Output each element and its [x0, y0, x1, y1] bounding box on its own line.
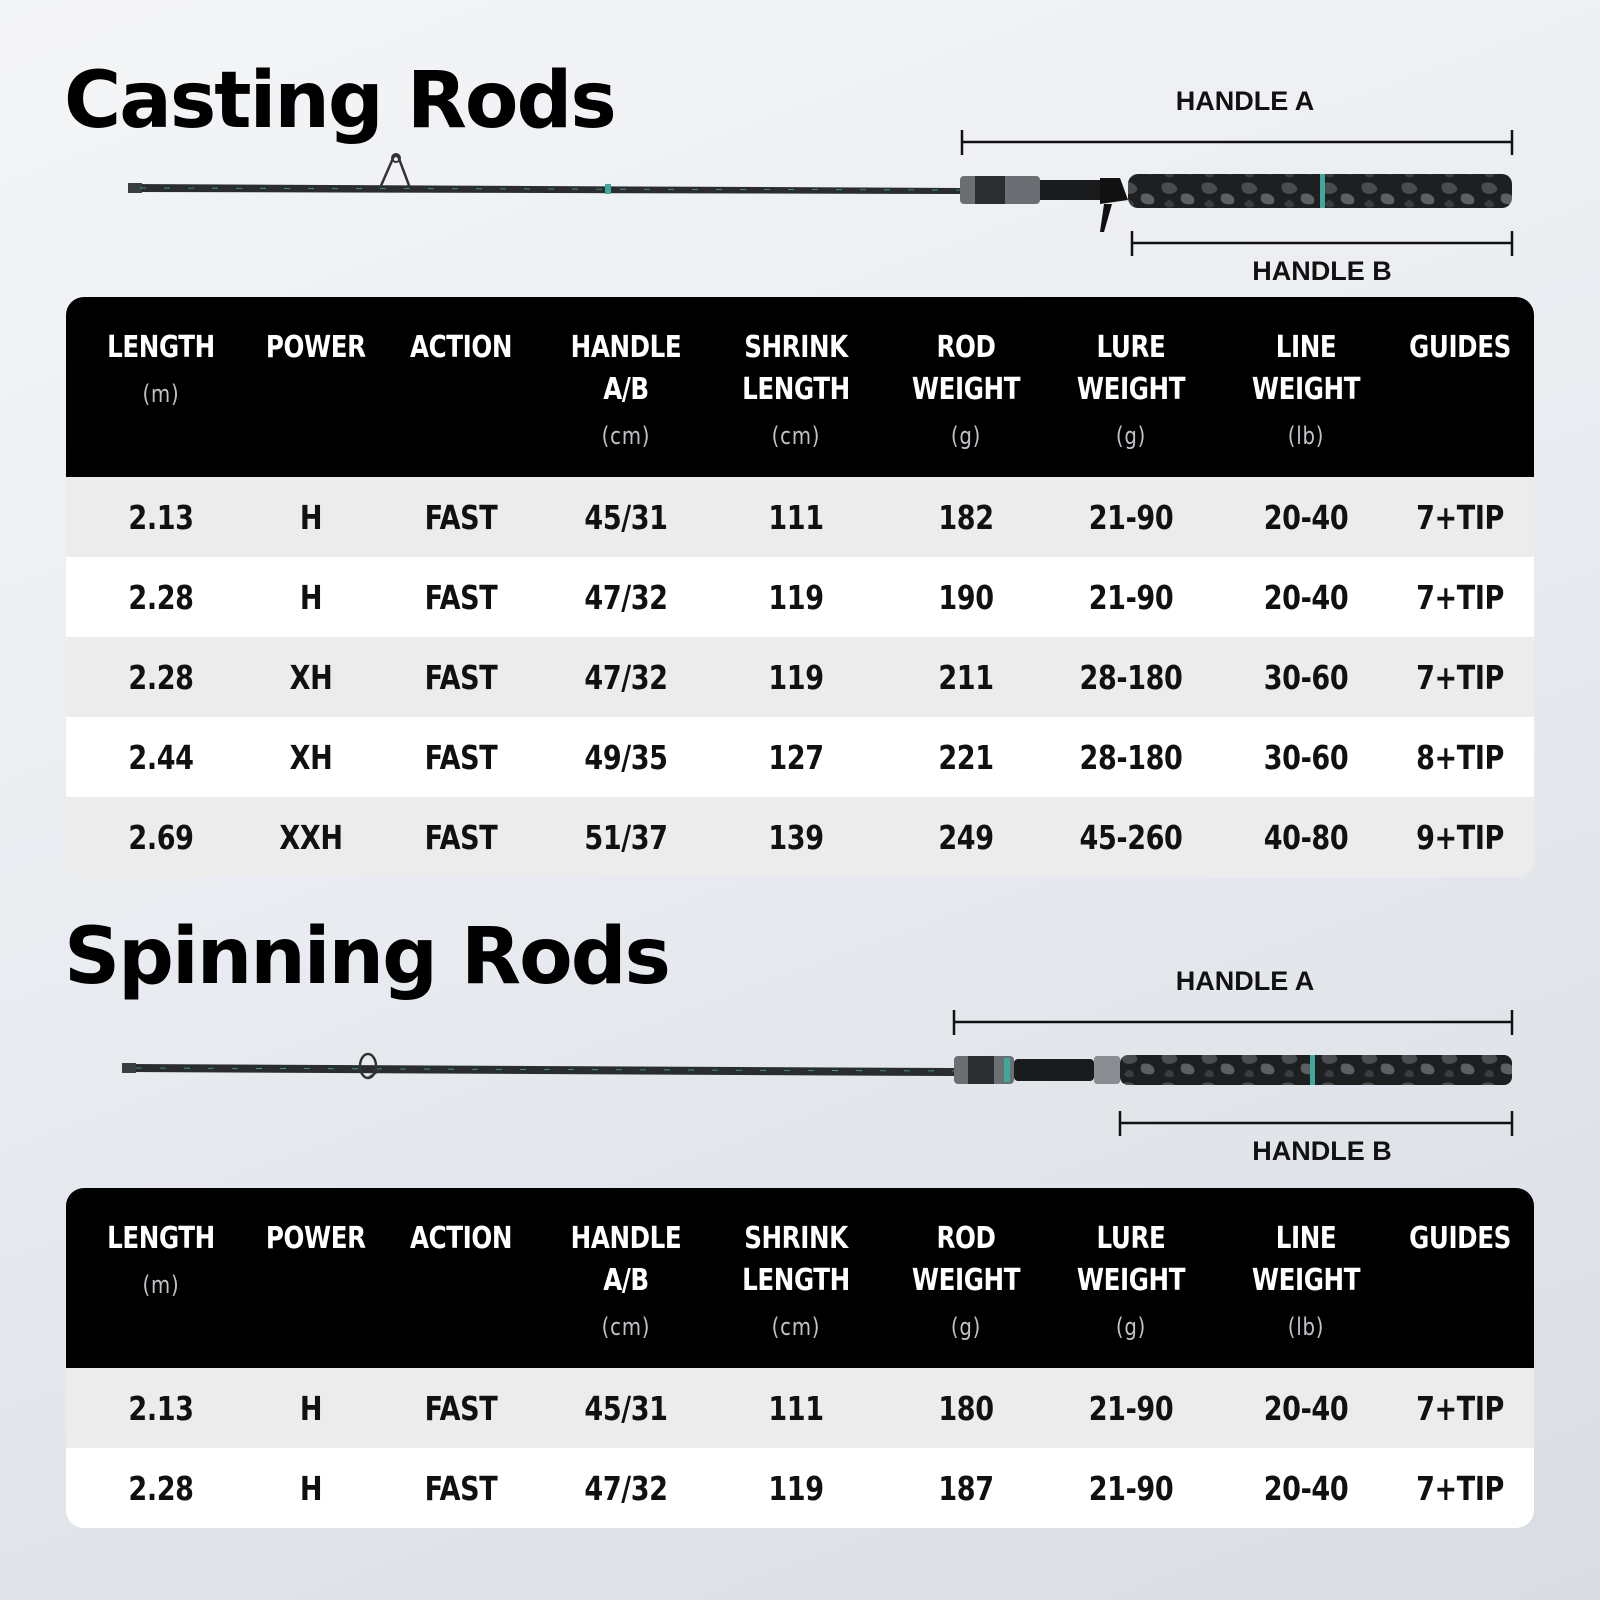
table-cell: 111 — [768, 497, 824, 537]
column-header: LURE WEIGHT (g) — [1076, 330, 1186, 450]
table-cell: FAST — [424, 737, 498, 777]
column-header: SHRINK LENGTH (cm) — [742, 330, 850, 450]
table-cell: FAST — [424, 497, 498, 537]
handle-b-label: HANDLE B — [1252, 256, 1392, 286]
table-cell: 127 — [768, 737, 824, 777]
table-cell: 30-60 — [1263, 737, 1349, 777]
table-cell: 111 — [768, 1388, 824, 1428]
table-header-row — [66, 297, 1534, 477]
column-header: GUIDES — [1409, 1221, 1511, 1256]
table-cell: 119 — [768, 657, 824, 697]
table-row — [66, 1368, 1534, 1448]
table-cell: 21-90 — [1088, 577, 1174, 617]
table-cell: FAST — [424, 1388, 498, 1428]
table-cell: 21-90 — [1088, 1468, 1174, 1508]
table-header-row — [66, 1188, 1534, 1368]
table-cell: H — [299, 1468, 323, 1508]
table-cell: 8+TIP — [1416, 737, 1504, 777]
table-row — [66, 797, 1534, 877]
table-cell: 2.28 — [128, 1468, 194, 1508]
column-header: GUIDES — [1409, 330, 1511, 365]
column-header: HANDLE A/B (cm) — [570, 330, 682, 450]
column-header: POWER — [265, 330, 366, 365]
table-cell: 47/32 — [584, 1468, 668, 1508]
table-cell: H — [299, 577, 323, 617]
table-row — [66, 1448, 1534, 1528]
table-cell: XH — [289, 737, 333, 777]
table-cell: FAST — [424, 817, 498, 857]
column-header: LENGTH (m) — [107, 330, 215, 408]
table-row — [66, 717, 1534, 797]
table-cell: 2.13 — [128, 497, 194, 537]
table-cell: 9+TIP — [1416, 817, 1504, 857]
table-cell: FAST — [424, 577, 498, 617]
table-cell: 7+TIP — [1416, 1388, 1504, 1428]
table-cell: 30-60 — [1263, 657, 1349, 697]
table-cell: 2.13 — [128, 1388, 194, 1428]
table-cell: 20-40 — [1263, 1468, 1349, 1508]
column-header: POWER — [265, 1221, 366, 1256]
table-cell: XXH — [279, 817, 343, 857]
column-header: SHRINK LENGTH (cm) — [742, 1221, 850, 1341]
table-cell: 28-180 — [1079, 737, 1183, 777]
column-header: ROD WEIGHT (g) — [911, 330, 1021, 450]
handle-a-label: HANDLE A — [1175, 966, 1315, 996]
table-cell: 20-40 — [1263, 577, 1349, 617]
table-cell: 45/31 — [584, 1388, 668, 1428]
table-cell: 7+TIP — [1416, 577, 1504, 617]
table-cell: FAST — [424, 657, 498, 697]
table-cell: 21-90 — [1088, 1388, 1174, 1428]
table-cell: 249 — [938, 817, 994, 857]
table-cell: 211 — [938, 657, 994, 697]
table-cell: 20-40 — [1263, 497, 1349, 537]
table-cell: 45-260 — [1079, 817, 1183, 857]
table-cell: 2.69 — [128, 817, 194, 857]
table-row — [66, 557, 1534, 637]
column-header: HANDLE A/B (cm) — [570, 1221, 682, 1341]
table-cell: H — [299, 497, 323, 537]
table-cell: 21-90 — [1088, 497, 1174, 537]
spinning-title: Spinning Rods — [64, 912, 669, 1002]
table-cell: 7+TIP — [1416, 657, 1504, 697]
column-header: LURE WEIGHT (g) — [1076, 1221, 1186, 1341]
table-cell: 139 — [768, 817, 824, 857]
column-header: LINE WEIGHT (lb) — [1251, 330, 1361, 450]
handle-b-label: HANDLE B — [1252, 1136, 1392, 1166]
table-cell: 190 — [938, 577, 994, 617]
column-header: ACTION — [409, 1221, 513, 1256]
table-cell: 119 — [768, 577, 824, 617]
table-row — [66, 637, 1534, 717]
table-cell: H — [299, 1388, 323, 1428]
table-cell: 47/32 — [584, 657, 668, 697]
table-cell: 51/37 — [584, 817, 668, 857]
column-header: LINE WEIGHT (lb) — [1251, 1221, 1361, 1341]
handle-b-dimension — [1120, 1111, 1512, 1136]
table-cell: 45/31 — [584, 497, 668, 537]
column-header: ACTION — [409, 330, 513, 365]
column-header: ROD WEIGHT (g) — [911, 1221, 1021, 1341]
table-cell: FAST — [424, 1468, 498, 1508]
table-cell: 180 — [938, 1388, 994, 1428]
table-cell: 182 — [938, 497, 994, 537]
table-cell: 221 — [938, 737, 994, 777]
table-cell: 187 — [938, 1468, 994, 1508]
handle-a-dimension — [962, 130, 1512, 155]
table-cell: 40-80 — [1263, 817, 1349, 857]
table-cell: 28-180 — [1079, 657, 1183, 697]
table-cell: 7+TIP — [1416, 1468, 1504, 1508]
table-cell: 47/32 — [584, 577, 668, 617]
handle-a-dimension — [954, 1010, 1512, 1035]
table-cell: 119 — [768, 1468, 824, 1508]
handle-b-dimension — [1132, 231, 1512, 256]
table-cell: 2.28 — [128, 577, 194, 617]
table-cell: XH — [289, 657, 333, 697]
table-cell: 7+TIP — [1416, 497, 1504, 537]
table-cell: 2.44 — [128, 737, 194, 777]
casting-rod-illustration — [0, 0, 1600, 300]
table-row — [66, 477, 1534, 557]
spinning-spec-table — [66, 1188, 1534, 1528]
column-header: LENGTH (m) — [107, 1221, 215, 1299]
table-cell: 49/35 — [584, 737, 668, 777]
table-cell: 2.28 — [128, 657, 194, 697]
casting-spec-table — [66, 297, 1534, 877]
table-cell: 20-40 — [1263, 1388, 1349, 1428]
handle-a-label: HANDLE A — [1175, 86, 1315, 116]
casting-title: Casting Rods — [64, 56, 615, 146]
